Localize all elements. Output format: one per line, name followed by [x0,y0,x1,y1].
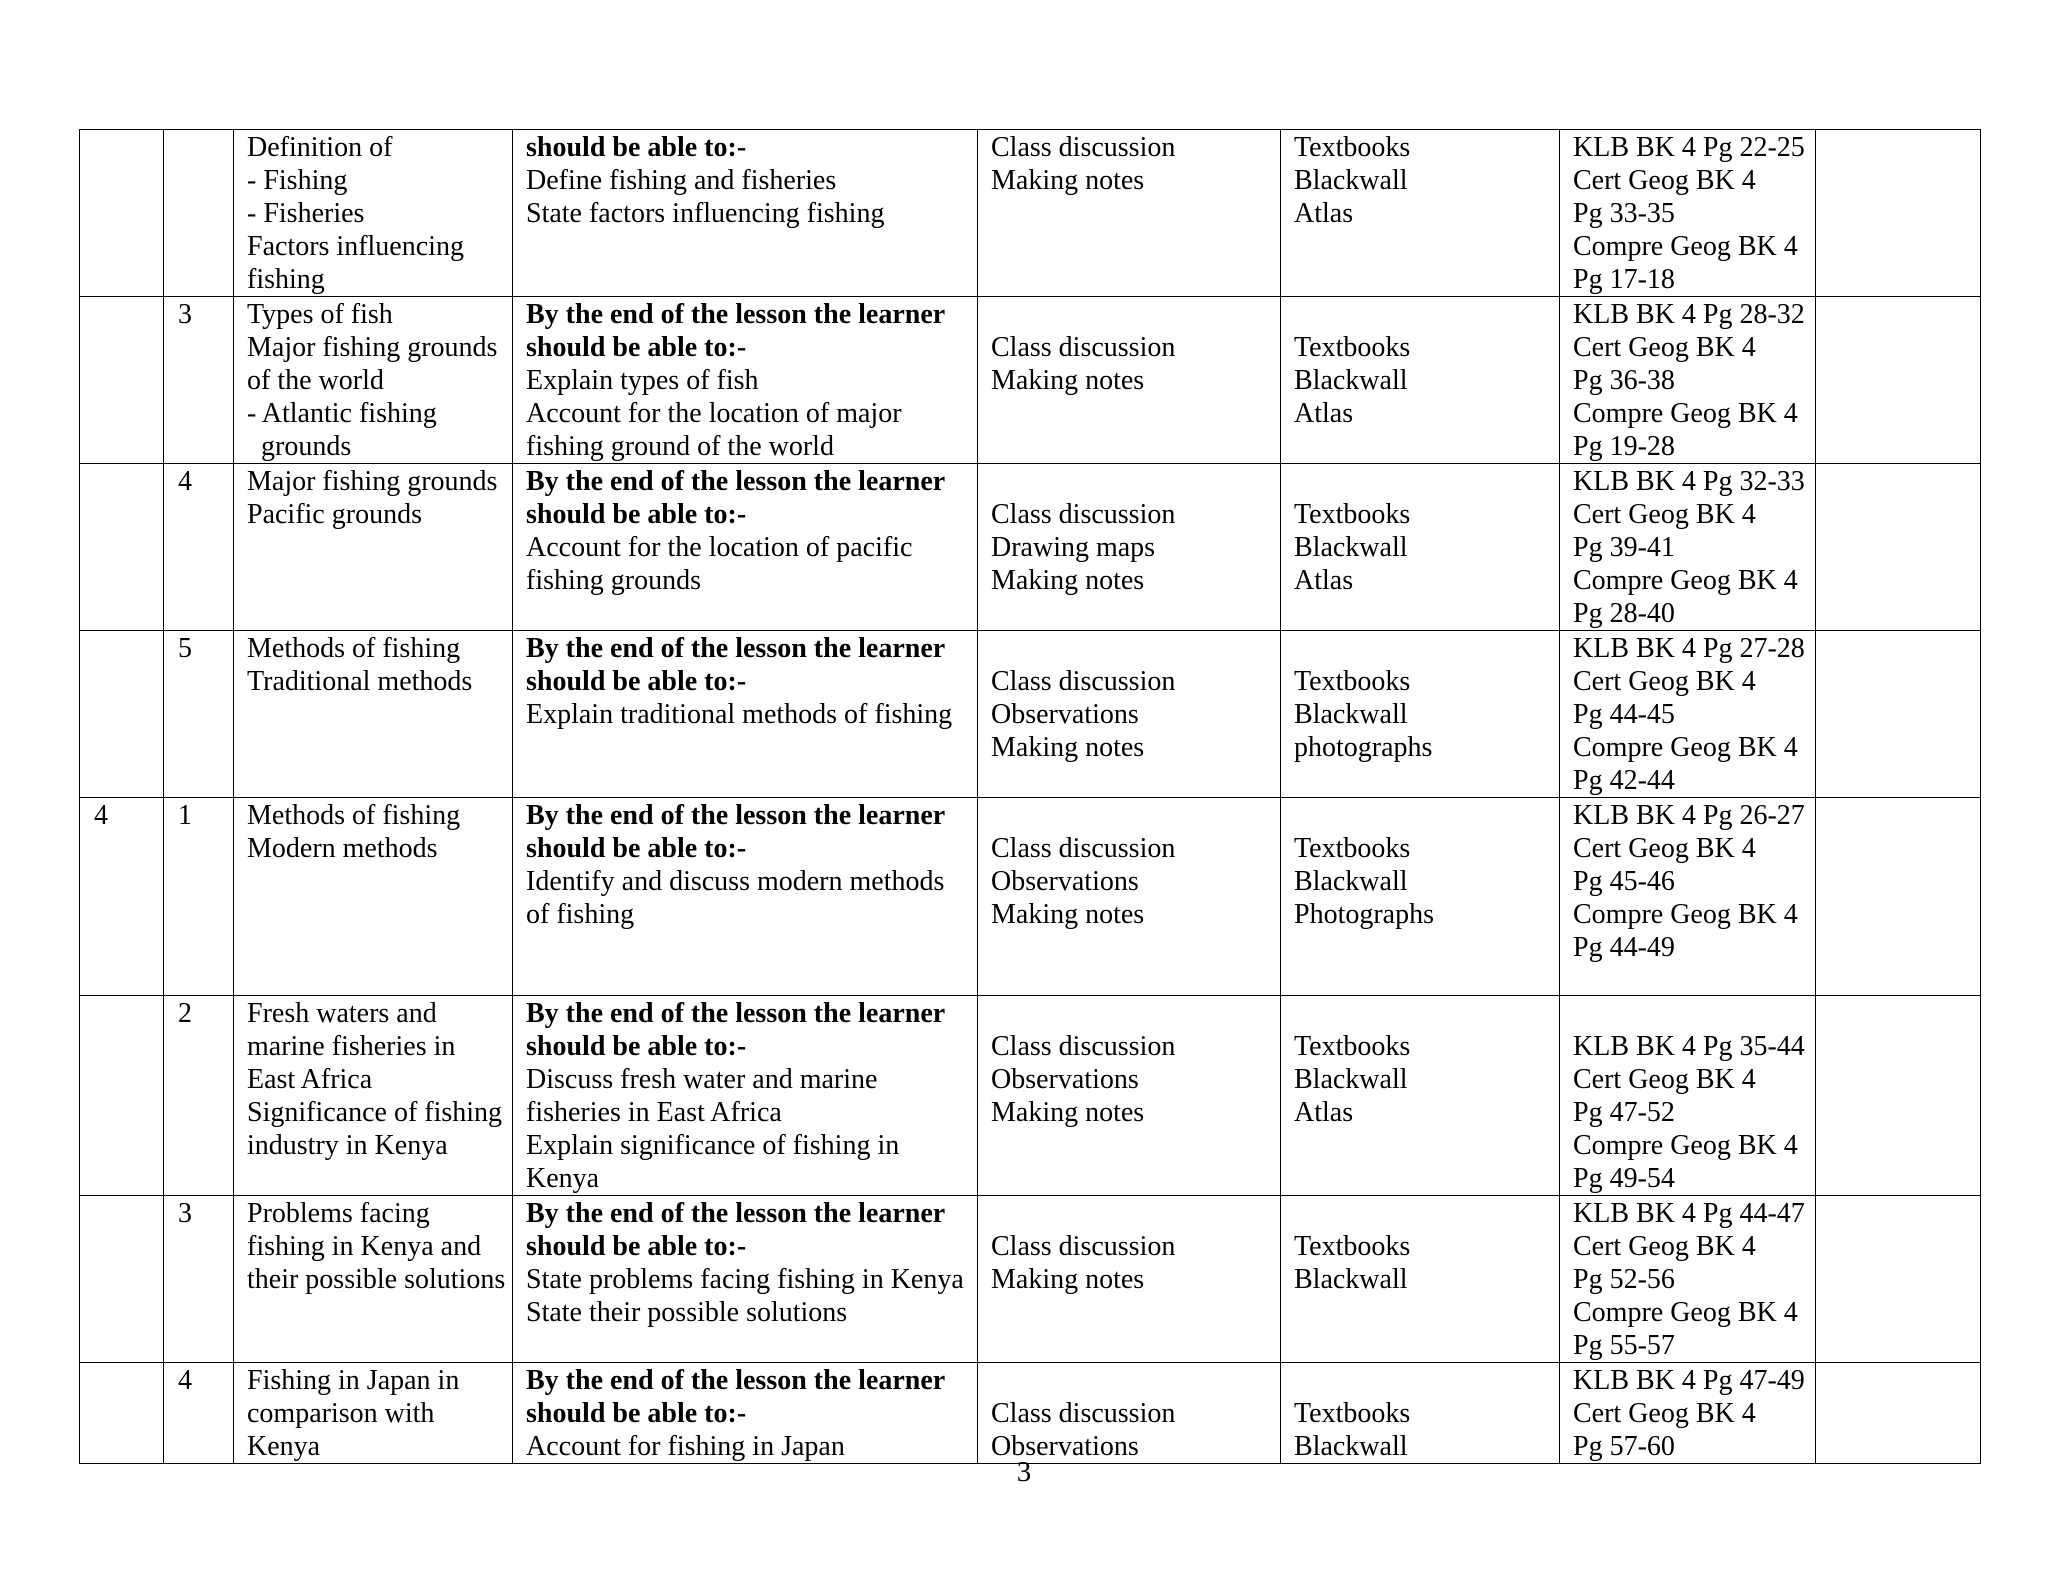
resources-text: Textbooks Blackwall [1294,1398,1411,1462]
objectives-text: Account for the location of pacific fishing grounds [526,532,913,596]
activities-text: Class discussion Observations Making notes [991,666,1176,763]
activities-cell: Class discussion Making notes [978,130,1281,297]
lesson-cell [164,130,234,297]
objectives-text: Explain traditional methods of fishing [526,699,953,730]
objectives-heading: By the end of the lesson the learner should be able to:- [526,1365,946,1429]
resources-text: Textbooks Blackwall photographs [1294,666,1433,763]
topic-cell: Fresh waters and marine fisheries in East Africa Significance of fishing industry in Kenya [234,996,513,1196]
page-number: 3 [1016,1456,1032,1488]
cell-spacer [991,465,1280,498]
resources-text: Textbooks Blackwall Atlas [1294,499,1411,596]
activities-cell [978,464,1281,631]
activities-cell [978,297,1281,464]
resources-text: Textbooks Blackwall Photographs [1294,833,1434,930]
cell-spacer [991,997,1280,1030]
references-cell [1560,996,1816,1196]
activities-text: Class discussion Observations Making notes [991,1031,1176,1128]
table-row [80,798,1981,996]
cell-spacer [1294,1197,1559,1230]
objectives-heading: should be able to:- [526,132,747,163]
activities-cell [978,996,1281,1196]
topic-cell: Types of fish Major fishing grounds of the world - Atlantic fishing grounds [234,297,513,464]
topic-cell: Fishing in Japan in comparison with Kenya [234,1363,513,1464]
objectives-cell [513,1363,978,1464]
remarks-cell [1816,631,1981,798]
lesson-cell: 4 [164,1363,234,1464]
remarks-cell [1816,464,1981,631]
remarks-cell [1816,798,1981,996]
objectives-heading: By the end of the lesson the learner should be able to:- [526,633,946,697]
cell-spacer [1294,298,1559,331]
references-cell: KLB BK 4 Pg 22-25 Cert Geog BK 4 Pg 33-35 Compre Geog BK 4 Pg 17-18 [1560,130,1816,297]
lesson-cell: 3 [164,297,234,464]
references-text: KLB BK 4 Pg 35-44 Cert Geog BK 4 Pg 47-52 Compre Geog BK 4 Pg 49-54 [1573,1031,1805,1194]
resources-text: Textbooks Blackwall Atlas [1294,332,1411,429]
activities-text: Class discussion Observations [991,1398,1176,1462]
objectives-heading: By the end of the lesson the learner should be able to:- [526,998,946,1062]
cell-spacer [991,632,1280,665]
remarks-cell [1816,1363,1981,1464]
objectives-text: Identify and discuss modern methods of fishing [526,866,945,930]
cell-spacer [1294,799,1559,832]
week-cell [80,1363,164,1464]
lesson-cell: 3 [164,1196,234,1363]
remarks-cell [1816,996,1981,1196]
week-cell [80,1196,164,1363]
activities-text: Class discussion Drawing maps Making notes [991,499,1176,596]
week-cell [80,130,164,297]
objectives-cell [513,798,978,996]
resources-cell [1281,1196,1560,1363]
objectives-heading: By the end of the lesson the learner should be able to:- [526,299,946,363]
activities-text: Class discussion Making notes [991,1231,1176,1295]
objectives-cell [513,297,978,464]
cell-spacer [1573,997,1815,1030]
week-cell [80,297,164,464]
week-cell [80,996,164,1196]
references-cell: KLB BK 4 Pg 27-28 Cert Geog BK 4 Pg 44-45 Compre Geog BK 4 Pg 42-44 [1560,631,1816,798]
objectives-text: State problems facing fishing in Kenya State their possible solutions [526,1264,964,1328]
table-row [80,297,1981,464]
objectives-text: Discuss fresh water and marine fisheries in East Africa Explain significance of fishing in Kenya [526,1064,900,1194]
topic-cell: Major fishing grounds Pacific grounds [234,464,513,631]
week-cell: 4 [80,798,164,996]
table-row [80,464,1981,631]
resources-cell [1281,1363,1560,1464]
objectives-heading: By the end of the lesson the learner should be able to:- [526,466,946,530]
objectives-cell [513,130,978,297]
topic-cell: Methods of fishing Modern methods [234,798,513,996]
resources-text: Textbooks Blackwall Atlas [1294,1031,1411,1128]
topic-cell: Methods of fishing Traditional methods [234,631,513,798]
references-cell: KLB BK 4 Pg 32-33 Cert Geog BK 4 Pg 39-41 Compre Geog BK 4 Pg 28-40 [1560,464,1816,631]
objectives-cell [513,1196,978,1363]
remarks-cell [1816,130,1981,297]
activities-text: Class discussion Making notes [991,332,1176,396]
resources-cell: Textbooks Blackwall Atlas [1281,130,1560,297]
objectives-cell [513,464,978,631]
remarks-cell [1816,297,1981,464]
scheme-of-work-table [79,129,1981,1464]
table-row [80,130,1981,297]
lesson-cell: 2 [164,996,234,1196]
resources-text: Textbooks Blackwall [1294,1231,1411,1295]
week-cell [80,464,164,631]
activities-cell [978,1363,1281,1464]
resources-cell [1281,297,1560,464]
references-cell: KLB BK 4 Pg 44-47 Cert Geog BK 4 Pg 52-56 Compre Geog BK 4 Pg 55-57 [1560,1196,1816,1363]
objectives-text: Account for fishing in Japan [526,1431,845,1462]
cell-spacer [991,1364,1280,1397]
topic-cell: Problems facing fishing in Kenya and their possible solutions [234,1196,513,1363]
objectives-heading: By the end of the lesson the learner should be able to:- [526,800,946,864]
references-cell: KLB BK 4 Pg 47-49 Cert Geog BK 4 Pg 57-60 [1560,1363,1816,1464]
week-cell [80,631,164,798]
cell-spacer [1294,1364,1559,1397]
table-row [80,631,1981,798]
cell-spacer [991,1197,1280,1230]
table-row [80,996,1981,1196]
cell-spacer [1294,465,1559,498]
cell-spacer [991,298,1280,331]
cell-spacer [1294,632,1559,665]
table-row [80,1363,1981,1464]
activities-cell [978,631,1281,798]
resources-cell [1281,798,1560,996]
objectives-text: Define fishing and fisheries State factors influencing fishing [526,165,885,229]
references-cell: KLB BK 4 Pg 26-27 Cert Geog BK 4 Pg 45-46 Compre Geog BK 4 Pg 44-49 [1560,798,1816,996]
topic-cell: Definition of - Fishing - Fisheries Factors influencing fishing [234,130,513,297]
cell-spacer [1294,997,1559,1030]
cell-spacer [991,799,1280,832]
objectives-cell [513,996,978,1196]
resources-cell [1281,464,1560,631]
resources-cell [1281,996,1560,1196]
table-row [80,1196,1981,1363]
activities-text: Class discussion Observations Making notes [991,833,1176,930]
activities-cell [978,798,1281,996]
resources-cell [1281,631,1560,798]
objectives-heading: By the end of the lesson the learner should be able to:- [526,1198,946,1262]
objectives-cell [513,631,978,798]
remarks-cell [1816,1196,1981,1363]
lesson-cell: 5 [164,631,234,798]
lesson-cell: 4 [164,464,234,631]
references-cell: KLB BK 4 Pg 28-32 Cert Geog BK 4 Pg 36-38 Compre Geog BK 4 Pg 19-28 [1560,297,1816,464]
lesson-cell: 1 [164,798,234,996]
objectives-text: Explain types of fish Account for the location of major fishing ground of the world [526,365,902,462]
activities-cell [978,1196,1281,1363]
